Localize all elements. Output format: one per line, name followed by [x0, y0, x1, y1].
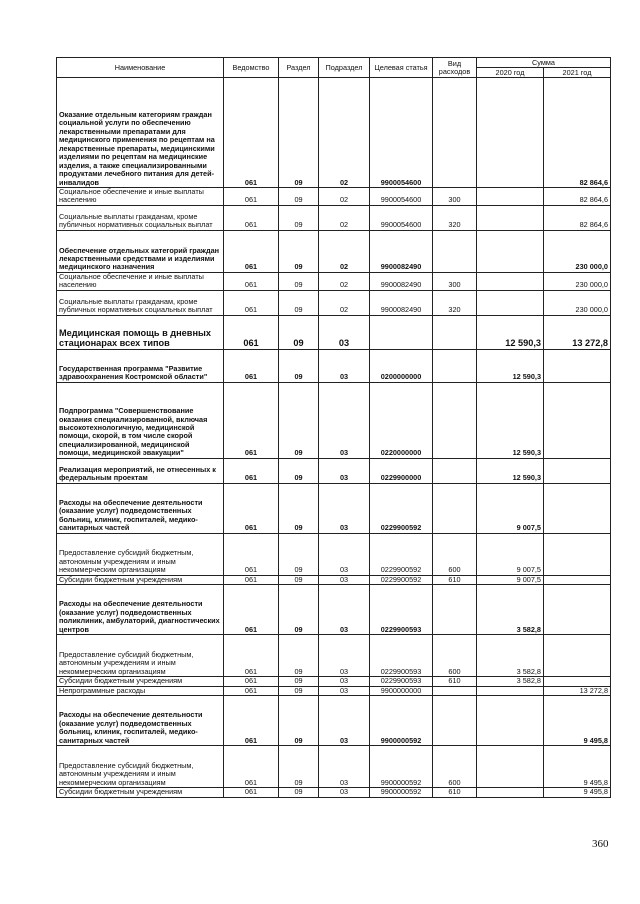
cell-name: Субсидии бюджетным учреждениям	[57, 677, 224, 686]
cell-podrazdel: 03	[319, 635, 370, 677]
cell-ved: 061	[224, 788, 279, 797]
cell-name: Социальное обеспечение и иные выплаты населению	[57, 188, 224, 206]
header-name: Наименование	[57, 58, 224, 78]
cell-s2021: 230 000,0	[544, 230, 611, 272]
cell-podrazdel: 02	[319, 205, 370, 230]
cell-podrazdel: 02	[319, 188, 370, 206]
cell-s2021: 9 495,8	[544, 746, 611, 788]
cell-podrazdel: 03	[319, 575, 370, 584]
header-vid-raskhodov: Вид расходов	[433, 58, 477, 78]
cell-razdel: 09	[279, 458, 319, 483]
table-row	[57, 78, 611, 188]
cell-s2020	[477, 290, 544, 315]
cell-razdel: 09	[279, 290, 319, 315]
cell-s2021: 82 864,6	[544, 205, 611, 230]
cell-vr	[433, 686, 477, 695]
cell-cs: 9900054600	[370, 78, 433, 188]
table-row	[57, 188, 611, 206]
cell-s2021	[544, 585, 611, 635]
table-row	[57, 746, 611, 788]
cell-s2020: 9 007,5	[477, 483, 544, 533]
cell-s2021: 13 272,8	[544, 686, 611, 695]
cell-cs: 0200000000	[370, 349, 433, 382]
header-vedomstvo: Ведомство	[224, 58, 279, 78]
cell-ved: 061	[224, 483, 279, 533]
cell-ved: 061	[224, 272, 279, 290]
cell-razdel: 09	[279, 188, 319, 206]
table-row	[57, 315, 611, 349]
cell-name: Субсидии бюджетным учреждениям	[57, 788, 224, 797]
header-year-2021: 2021 год	[544, 68, 611, 78]
cell-razdel: 09	[279, 78, 319, 188]
cell-ved: 061	[224, 677, 279, 686]
cell-cs: 0229900000	[370, 458, 433, 483]
table-row	[57, 575, 611, 584]
cell-cs: 9900000592	[370, 696, 433, 746]
cell-ved: 061	[224, 290, 279, 315]
cell-podrazdel: 02	[319, 290, 370, 315]
cell-ved: 061	[224, 696, 279, 746]
cell-s2020: 3 582,8	[477, 585, 544, 635]
cell-ved: 061	[224, 686, 279, 695]
cell-s2020	[477, 78, 544, 188]
cell-vr	[433, 696, 477, 746]
cell-s2020: 3 582,8	[477, 635, 544, 677]
cell-podrazdel: 03	[319, 533, 370, 575]
table-row	[57, 696, 611, 746]
page-number: 360	[592, 838, 609, 850]
cell-vr: 600	[433, 746, 477, 788]
cell-razdel: 09	[279, 677, 319, 686]
cell-s2021: 13 272,8	[544, 315, 611, 349]
table-row	[57, 533, 611, 575]
cell-name: Предоставление субсидий бюджетным, автономным учреждениям и иным некоммерческим организациям	[57, 635, 224, 677]
cell-name: Предоставление субсидий бюджетным, автономным учреждениям и иным некоммерческим организациям	[57, 533, 224, 575]
cell-razdel: 09	[279, 533, 319, 575]
cell-vr: 610	[433, 788, 477, 797]
cell-vr	[433, 230, 477, 272]
cell-s2020: 12 590,3	[477, 349, 544, 382]
table-body	[57, 78, 611, 798]
cell-cs: 9900000000	[370, 686, 433, 695]
table-row	[57, 205, 611, 230]
cell-podrazdel: 03	[319, 677, 370, 686]
cell-s2021: 82 864,6	[544, 78, 611, 188]
cell-cs: 0220000000	[370, 382, 433, 458]
cell-ved: 061	[224, 458, 279, 483]
cell-vr	[433, 382, 477, 458]
cell-s2021	[544, 677, 611, 686]
cell-name: Субсидии бюджетным учреждениям	[57, 575, 224, 584]
cell-s2020	[477, 230, 544, 272]
cell-razdel: 09	[279, 686, 319, 695]
cell-s2020	[477, 686, 544, 695]
cell-vr: 600	[433, 635, 477, 677]
cell-cs: 9900000592	[370, 746, 433, 788]
cell-s2020: 12 590,3	[477, 382, 544, 458]
cell-ved: 061	[224, 746, 279, 788]
table-row	[57, 686, 611, 695]
cell-s2020	[477, 746, 544, 788]
cell-razdel: 09	[279, 272, 319, 290]
cell-name: Государственная программа "Развитие здравоохранения Костромской области"	[57, 349, 224, 382]
cell-s2020	[477, 788, 544, 797]
cell-name: Социальные выплаты гражданам, кроме публичных нормативных социальных выплат	[57, 205, 224, 230]
cell-cs: 0229900592	[370, 533, 433, 575]
header-year-2020: 2020 год	[477, 68, 544, 78]
header-tselevaya-statya: Целевая статья	[370, 58, 433, 78]
cell-razdel: 09	[279, 746, 319, 788]
cell-s2021	[544, 575, 611, 584]
cell-razdel: 09	[279, 349, 319, 382]
cell-ved: 061	[224, 533, 279, 575]
cell-ved: 061	[224, 205, 279, 230]
cell-razdel: 09	[279, 483, 319, 533]
cell-razdel: 09	[279, 696, 319, 746]
cell-razdel: 09	[279, 585, 319, 635]
header-podrazdel: Подраздел	[319, 58, 370, 78]
cell-ved: 061	[224, 78, 279, 188]
header-razdel: Раздел	[279, 58, 319, 78]
cell-podrazdel: 02	[319, 272, 370, 290]
cell-s2020	[477, 272, 544, 290]
cell-s2021: 82 864,6	[544, 188, 611, 206]
cell-s2021: 230 000,0	[544, 290, 611, 315]
cell-vr: 600	[433, 533, 477, 575]
cell-ved: 061	[224, 188, 279, 206]
cell-s2020: 9 007,5	[477, 575, 544, 584]
cell-name: Оказание отдельным категориям граждан социальной услуги по обеспечению лекарственными препаратами для медицинского применения по рецептам на лекарственные препараты, медицинскими изделиями по рецептам на медицинские изделия, а также специализированными продуктами лечебного питания для детей-инвалидов	[57, 78, 224, 188]
cell-ved: 061	[224, 230, 279, 272]
cell-name: Социальное обеспечение и иные выплаты населению	[57, 272, 224, 290]
cell-vr: 610	[433, 677, 477, 686]
cell-podrazdel: 02	[319, 78, 370, 188]
cell-vr	[433, 315, 477, 349]
table-row	[57, 585, 611, 635]
cell-cs: 9900054600	[370, 188, 433, 206]
cell-ved: 061	[224, 382, 279, 458]
table-row	[57, 788, 611, 797]
cell-razdel: 09	[279, 575, 319, 584]
cell-cs	[370, 315, 433, 349]
cell-cs: 0229900593	[370, 677, 433, 686]
cell-razdel: 09	[279, 382, 319, 458]
cell-podrazdel: 03	[319, 458, 370, 483]
cell-cs: 9900000592	[370, 788, 433, 797]
cell-s2020	[477, 205, 544, 230]
cell-razdel: 09	[279, 635, 319, 677]
cell-ved: 061	[224, 575, 279, 584]
cell-cs: 9900054600	[370, 205, 433, 230]
cell-razdel: 09	[279, 315, 319, 349]
cell-name: Расходы на обеспечение деятельности (оказание услуг) подведомственных поликлиник, амбулаторий, диагностических центров	[57, 585, 224, 635]
cell-s2021	[544, 635, 611, 677]
cell-s2021: 230 000,0	[544, 272, 611, 290]
cell-s2021: 9 495,8	[544, 696, 611, 746]
cell-podrazdel: 03	[319, 696, 370, 746]
cell-name: Реализация мероприятий, не отнесенных к федеральным проектам	[57, 458, 224, 483]
table-row	[57, 272, 611, 290]
cell-name: Подпрограмма "Совершенствование оказания специализированной, включая высокотехнологичную, медицинской помощи, скорой, в том числе скорой специализированной, медицинской помощи, медицинской эвакуации"	[57, 382, 224, 458]
cell-razdel: 09	[279, 788, 319, 797]
cell-podrazdel: 03	[319, 382, 370, 458]
cell-name: Непрограммные расходы	[57, 686, 224, 695]
cell-s2020: 9 007,5	[477, 533, 544, 575]
cell-cs: 9900082490	[370, 230, 433, 272]
cell-vr	[433, 585, 477, 635]
cell-name: Расходы на обеспечение деятельности (оказание услуг) подведомственных больниц, клиник, госпиталей, медико-санитарных частей	[57, 483, 224, 533]
table-row	[57, 677, 611, 686]
cell-cs: 9900082490	[370, 272, 433, 290]
cell-ved: 061	[224, 635, 279, 677]
table-row	[57, 290, 611, 315]
cell-name: Медицинская помощь в дневных стационарах всех типов	[57, 315, 224, 349]
table-row	[57, 635, 611, 677]
cell-razdel: 09	[279, 205, 319, 230]
cell-podrazdel: 02	[319, 230, 370, 272]
cell-vr	[433, 458, 477, 483]
cell-s2020: 12 590,3	[477, 458, 544, 483]
cell-vr: 610	[433, 575, 477, 584]
header-summa: Сумма	[477, 58, 611, 68]
cell-podrazdel: 03	[319, 686, 370, 695]
cell-ved: 061	[224, 585, 279, 635]
cell-name: Расходы на обеспечение деятельности (оказание услуг) подведомственных больниц, клиник, госпиталей, медико-санитарных частей	[57, 696, 224, 746]
cell-podrazdel: 03	[319, 585, 370, 635]
cell-name: Обеспечение отдельных категорий граждан лекарственными средствами и изделиями медицинского назначения	[57, 230, 224, 272]
cell-s2021	[544, 533, 611, 575]
cell-cs: 9900082490	[370, 290, 433, 315]
cell-s2021: 9 495,8	[544, 788, 611, 797]
cell-s2020: 12 590,3	[477, 315, 544, 349]
cell-podrazdel: 03	[319, 349, 370, 382]
cell-s2021	[544, 382, 611, 458]
cell-s2021	[544, 458, 611, 483]
table-row	[57, 458, 611, 483]
cell-s2021	[544, 483, 611, 533]
cell-cs: 0229900593	[370, 635, 433, 677]
cell-podrazdel: 03	[319, 315, 370, 349]
table-row	[57, 230, 611, 272]
cell-s2020: 3 582,8	[477, 677, 544, 686]
cell-razdel: 09	[279, 230, 319, 272]
cell-podrazdel: 03	[319, 483, 370, 533]
cell-vr	[433, 483, 477, 533]
cell-name: Социальные выплаты гражданам, кроме публичных нормативных социальных выплат	[57, 290, 224, 315]
cell-name: Предоставление субсидий бюджетным, автономным учреждениям и иным некоммерческим организациям	[57, 746, 224, 788]
cell-vr: 300	[433, 272, 477, 290]
cell-cs: 0229900592	[370, 575, 433, 584]
budget-table	[56, 57, 611, 798]
cell-vr: 320	[433, 290, 477, 315]
cell-ved: 061	[224, 349, 279, 382]
table-row	[57, 382, 611, 458]
cell-s2020	[477, 188, 544, 206]
table-row	[57, 349, 611, 382]
cell-podrazdel: 03	[319, 788, 370, 797]
cell-vr: 320	[433, 205, 477, 230]
cell-s2021	[544, 349, 611, 382]
cell-podrazdel: 03	[319, 746, 370, 788]
cell-ved: 061	[224, 315, 279, 349]
cell-vr	[433, 78, 477, 188]
cell-s2020	[477, 696, 544, 746]
table-row	[57, 483, 611, 533]
cell-cs: 0229900593	[370, 585, 433, 635]
cell-vr	[433, 349, 477, 382]
cell-cs: 0229900592	[370, 483, 433, 533]
cell-vr: 300	[433, 188, 477, 206]
